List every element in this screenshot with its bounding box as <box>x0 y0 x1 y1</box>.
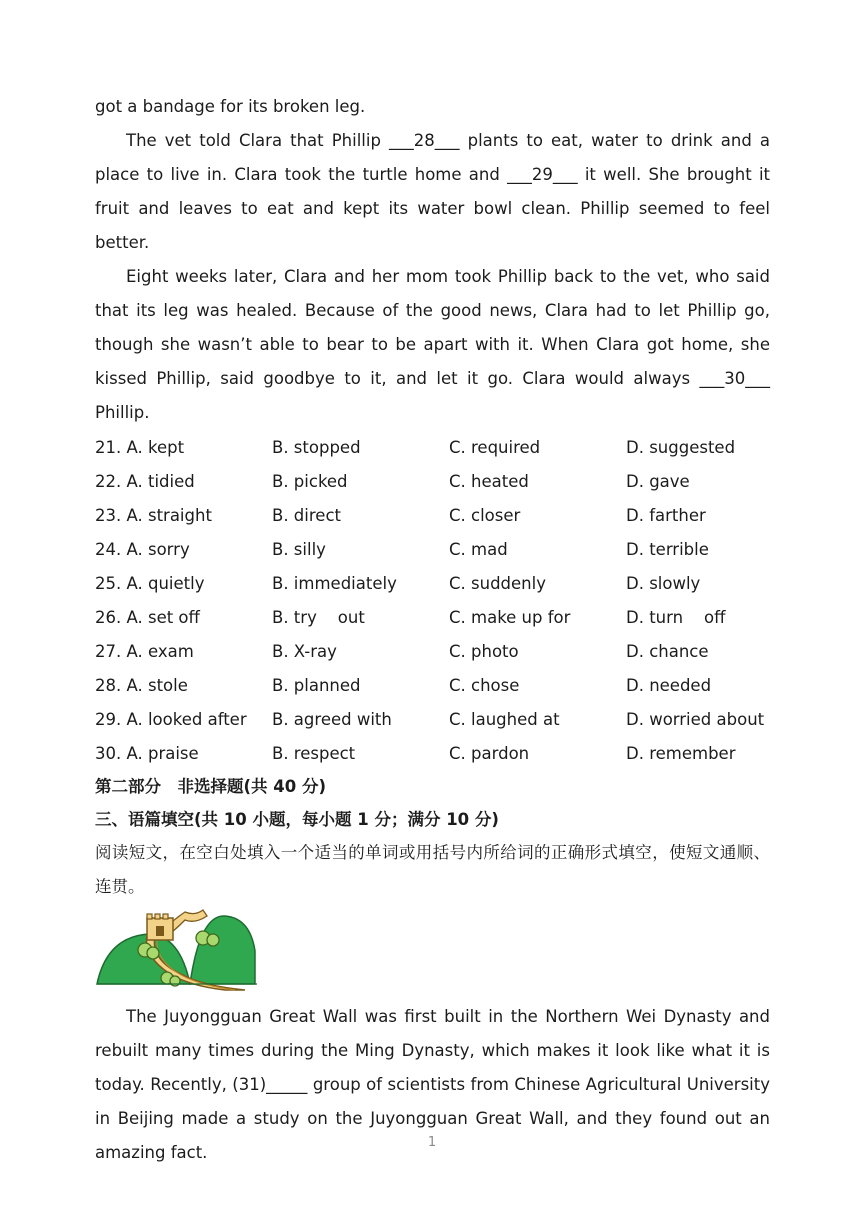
section-part-two-heading: 第二部分 非选择题(共 40 分) <box>95 777 327 796</box>
option-29-b: B. agreed with <box>272 709 392 729</box>
section-three-heading: 三、语篇填空(共 10 小题，每小题 1 分；满分 10 分) <box>95 810 499 829</box>
option-22-b: B. picked <box>272 471 348 491</box>
question-21-row <box>95 430 770 464</box>
option-28-a: 28. A. stole <box>95 675 188 695</box>
question-26-row <box>95 600 770 634</box>
question-25-row <box>95 566 770 600</box>
paragraph-vet: The vet told Clara that Phillip ___28___ plants to eat, water to drink and a place to live in. Clara took the turtle home and ___29___ it well. She brought it fruit and leaves to eat and kept its water bowl clean. Phillip seemed to feel better. <box>95 131 770 252</box>
option-26-d: D. turn off <box>626 607 726 627</box>
option-25-c: C. suddenly <box>449 573 546 593</box>
paragraph-eight-weeks: Eight weeks later, Clara and her mom took Phillip back to the vet, who said that its leg was healed. Because of the good news, Clara had to let Phillip go, though she wasn’t able to bear to be apart with it. When Clara got home, she kissed Phillip, said goodbye to it, and let it go. Clara would always ___30___ Phillip. <box>95 267 770 422</box>
option-22-a: 22. A. tidied <box>95 471 195 491</box>
option-29-d: D. worried about <box>626 709 765 729</box>
question-24-row <box>95 532 770 566</box>
question-30-row <box>95 736 770 770</box>
option-23-a: 23. A. straight <box>95 505 212 525</box>
option-23-c: C. closer <box>449 505 521 525</box>
option-24-d: D. terrible <box>626 539 709 559</box>
document-page <box>95 90 770 1170</box>
page-number: 1 <box>427 1135 437 1150</box>
option-25-d: D. slowly <box>626 573 701 593</box>
question-27-row <box>95 634 770 668</box>
option-24-b: B. silly <box>272 539 326 559</box>
option-24-a: 24. A. sorry <box>95 539 190 559</box>
option-24-c: C. mad <box>449 539 508 559</box>
option-29-c: C. laughed at <box>449 709 560 729</box>
option-30-a: 30. A. praise <box>95 743 199 763</box>
question-22-row <box>95 464 770 498</box>
option-30-c: C. pardon <box>449 743 530 763</box>
option-27-c: C. photo <box>449 641 519 661</box>
great-wall-illustration <box>95 906 770 1000</box>
paragraph-continuation: got a bandage for its broken leg. <box>95 97 366 116</box>
option-28-c: C. chose <box>449 675 520 695</box>
option-23-b: B. direct <box>272 505 341 525</box>
option-30-d: D. remember <box>626 743 736 763</box>
option-21-a: 21. A. kept <box>95 437 185 457</box>
option-21-d: D. suggested <box>626 437 736 457</box>
option-27-b: B. X-ray <box>272 641 337 661</box>
great-wall-icon <box>95 906 260 996</box>
option-26-c: C. make up for <box>449 607 571 627</box>
option-25-a: 25. A. quietly <box>95 573 205 593</box>
question-23-row <box>95 498 770 532</box>
option-26-b: B. try out <box>272 607 365 627</box>
option-30-b: B. respect <box>272 743 356 763</box>
option-28-b: B. planned <box>272 675 361 695</box>
option-23-d: D. farther <box>626 505 706 525</box>
option-22-c: C. heated <box>449 471 529 491</box>
passage-paragraph: The Juyongguan Great Wall was first built in the Northern Wei Dynasty and rebuilt many times during the Ming Dynasty, which makes it look like what it is today. Recently, (31)_____ group of scientists from Chinese Agricultural University in Beijing made a study on the Juyongguan Great Wall, and they found out an amazing fact. <box>95 1007 770 1162</box>
option-21-b: B. stopped <box>272 437 361 457</box>
option-28-d: D. needed <box>626 675 712 695</box>
instructions-text: 阅读短文，在空白处填入一个适当的单词或用括号内所给词的正确形式填空，使短文通顺、连贯。 <box>95 843 770 896</box>
option-27-d: D. chance <box>626 641 709 661</box>
option-26-a: 26. A. set off <box>95 607 200 627</box>
question-29-row <box>95 702 770 736</box>
option-25-b: B. immediately <box>272 573 397 593</box>
answer-options <box>95 430 770 770</box>
option-29-a: 29. A. looked after <box>95 709 247 729</box>
option-27-a: 27. A. exam <box>95 641 194 661</box>
option-21-c: C. required <box>449 437 541 457</box>
option-22-d: D. gave <box>626 471 690 491</box>
question-28-row <box>95 668 770 702</box>
